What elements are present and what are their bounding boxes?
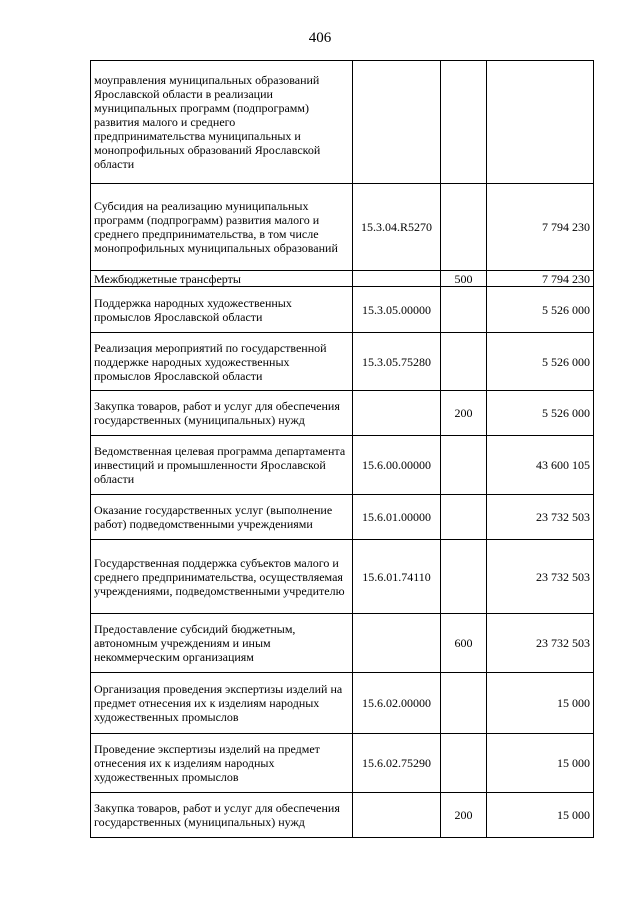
row-expense-type: 200 xyxy=(441,391,487,436)
row-amount: 23 732 503 xyxy=(487,495,594,540)
row-target-article: 15.6.01.74110 xyxy=(353,540,441,614)
row-amount: 23 732 503 xyxy=(487,540,594,614)
table-row xyxy=(91,734,594,793)
row-expense-type xyxy=(441,287,487,333)
row-amount: 5 526 000 xyxy=(487,287,594,333)
row-expense-type xyxy=(441,734,487,793)
row-name: Закупка товаров, работ и услуг для обеспечения государственных (муниципальных) нужд xyxy=(91,391,353,436)
table-row xyxy=(91,184,594,271)
table-row xyxy=(91,673,594,734)
table-row xyxy=(91,540,594,614)
row-name: Проведение экспертизы изделий на предмет отнесения их к изделиям народных художественных промыслов xyxy=(91,734,353,793)
row-expense-type: 200 xyxy=(441,793,487,838)
table-row xyxy=(91,61,594,184)
row-amount: 15 000 xyxy=(487,793,594,838)
table-row xyxy=(91,614,594,673)
table-row xyxy=(91,495,594,540)
table-row xyxy=(91,333,594,391)
row-name: Организация проведения экспертизы изделий на предмет отнесения их к изделиям народных художественных промыслов xyxy=(91,673,353,734)
row-expense-type xyxy=(441,333,487,391)
row-name: Ведомственная целевая программа департамента инвестиций и промышленности Ярославской области xyxy=(91,436,353,495)
row-name: Закупка товаров, работ и услуг для обеспечения государственных (муниципальных) нужд xyxy=(91,793,353,838)
budget-table xyxy=(90,60,594,838)
row-target-article: 15.3.05.75280 xyxy=(353,333,441,391)
row-name: моуправления муниципальных образований Ярославской области в реализации муниципальных программ (подпрограмм) развития малого и среднего предпринимательства муниципальных и монопрофильных образований Ярославской области xyxy=(91,61,353,184)
row-amount: 7 794 230 xyxy=(487,184,594,271)
row-amount: 43 600 105 xyxy=(487,436,594,495)
row-name: Реализация мероприятий по государственной поддержке народных художественных промыслов Ярославской области xyxy=(91,333,353,391)
row-name: Предоставление субсидий бюджетным, автономным учреждениям и иным некоммерческим организациям xyxy=(91,614,353,673)
row-name: Поддержка народных художественных промыслов Ярославской области xyxy=(91,287,353,333)
row-name: Межбюджетные трансферты xyxy=(91,271,353,287)
row-name: Оказание государственных услуг (выполнение работ) подведомственными учреждениями xyxy=(91,495,353,540)
row-amount: 23 732 503 xyxy=(487,614,594,673)
row-expense-type xyxy=(441,61,487,184)
row-expense-type xyxy=(441,540,487,614)
row-amount: 15 000 xyxy=(487,673,594,734)
row-expense-type: 500 xyxy=(441,271,487,287)
row-target-article xyxy=(353,793,441,838)
row-target-article: 15.6.02.75290 xyxy=(353,734,441,793)
row-target-article: 15.6.02.00000 xyxy=(353,673,441,734)
table-row xyxy=(91,271,594,287)
row-expense-type xyxy=(441,184,487,271)
row-target-article: 15.3.04.R5270 xyxy=(353,184,441,271)
row-expense-type xyxy=(441,673,487,734)
row-target-article xyxy=(353,271,441,287)
row-target-article xyxy=(353,61,441,184)
row-amount: 5 526 000 xyxy=(487,333,594,391)
row-amount: 7 794 230 xyxy=(487,271,594,287)
row-amount: 15 000 xyxy=(487,734,594,793)
table-row xyxy=(91,287,594,333)
table-row xyxy=(91,436,594,495)
row-target-article: 15.6.00.00000 xyxy=(353,436,441,495)
row-name: Государственная поддержка субъектов малого и среднего предпринимательства, осуществляемая учреждениями, подведомственными учредителю xyxy=(91,540,353,614)
row-name: Субсидия на реализацию муниципальных программ (подпрограмм) развития малого и среднего предпринимательства, в том числе монопрофильных муниципальных образований xyxy=(91,184,353,271)
row-expense-type: 600 xyxy=(441,614,487,673)
row-target-article xyxy=(353,614,441,673)
table-row xyxy=(91,793,594,838)
row-target-article: 15.6.01.00000 xyxy=(353,495,441,540)
row-amount xyxy=(487,61,594,184)
row-target-article xyxy=(353,391,441,436)
table-row xyxy=(91,391,594,436)
row-target-article: 15.3.05.00000 xyxy=(353,287,441,333)
page-number: 406 xyxy=(308,30,332,46)
row-expense-type xyxy=(441,495,487,540)
row-amount: 5 526 000 xyxy=(487,391,594,436)
row-expense-type xyxy=(441,436,487,495)
